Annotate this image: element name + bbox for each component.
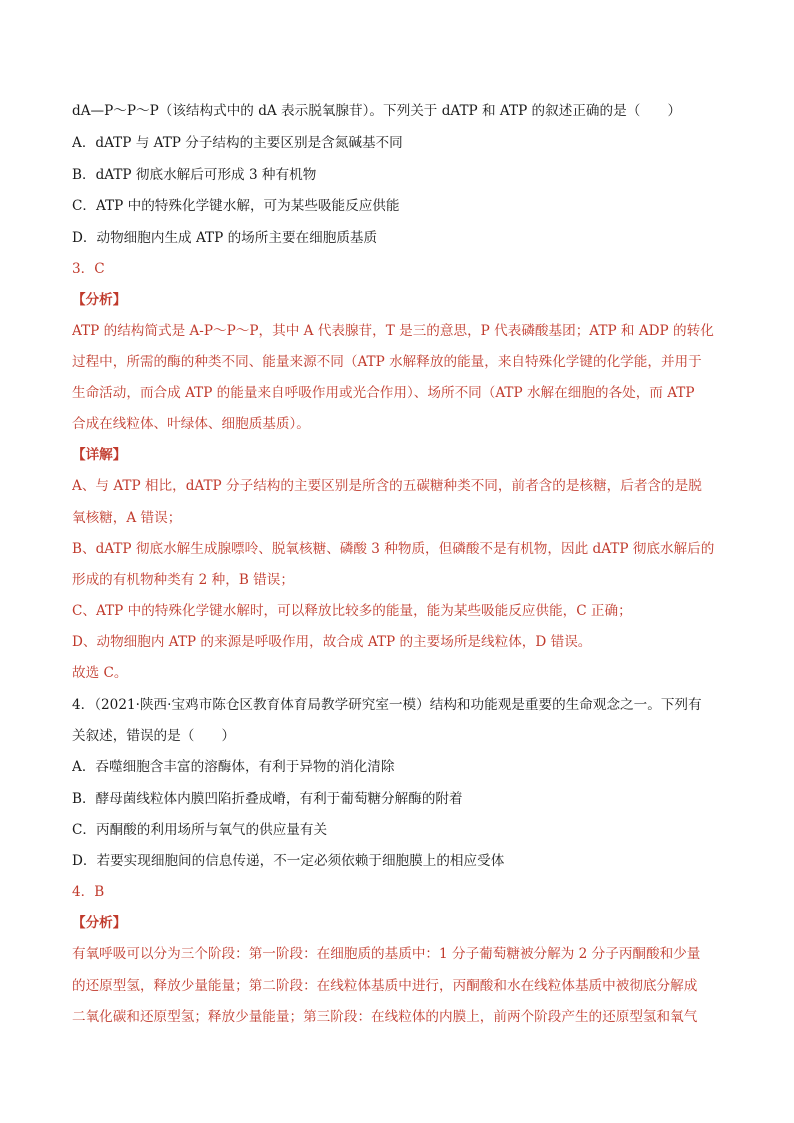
explanation-heading: 【详解】 (72, 447, 127, 463)
analysis-line: 生命活动，而合成 ATP 的能量来自呼吸作用或光合作用）、场所不同（ATP 水解在细胞的各处，而 ATP (72, 385, 695, 401)
analysis-line: 二氧化碳和还原型氢；释放少量能量；第三阶段：在线粒体的内膜上，前两个阶段产生的还原型氢和氧气 (72, 1009, 698, 1025)
option-a: A．吞噬细胞含丰富的溶酶体，有利于异物的消化清除 (72, 759, 395, 775)
explanation-line: C、ATP 中的特殊化学键水解时，可以释放比较多的能量，能为某些吸能反应供能，C 正确； (72, 603, 632, 619)
explanation-line: B、dATP 彻底水解生成腺嘌呤、脱氧核糖、磷酸 3 种物质，但磷酸不是有机物，因此 dATP 彻底水解后的 (72, 541, 715, 557)
question-stem-line: dA—P～P～P（该结构式中的 dA 表示脱氧腺苷）。下列关于 dATP 和 ATP 的叙述正确的是（ ） (72, 103, 682, 119)
analysis-line: 有氧呼吸可以分为三个阶段：第一阶段：在细胞质的基质中：1 分子葡萄糖被分解为 2 分子丙酮酸和少量 (72, 946, 701, 962)
option-c: C．ATP 中的特殊化学键水解，可为某些吸能反应供能 (72, 198, 400, 214)
option-b: B．dATP 彻底水解后可形成 3 种有机物 (72, 167, 317, 183)
explanation-line: D、动物细胞内 ATP 的来源是呼吸作用，故合成 ATP 的主要场所是线粒体，D 错误。 (72, 634, 592, 650)
analysis-line: 过程中，所需的酶的种类不同、能量来源不同（ATP 水解释放的能量，来自特殊化学键的化学能，并用于 (72, 354, 702, 370)
analysis-line: 的还原型氢，释放少量能量；第二阶段：在线粒体基质中进行，丙酮酸和水在线粒体基质中被彻底分解成 (72, 978, 698, 994)
explanation-line: 形成的有机物种类有 2 种，B 错误； (72, 572, 294, 588)
option-c: C．丙酮酸的利用场所与氧气的供应量有关 (72, 822, 328, 838)
answer-label: 3．C (72, 261, 105, 277)
question-stem-line: 4．（2021·陕西·宝鸡市陈仓区教育体育局教学研究室一模）结构和功能观是重要的生命观念之一。下列有 (72, 697, 702, 713)
analysis-heading: 【分析】 (72, 292, 127, 308)
option-d: D．若要实现细胞间的信息传递，不一定必须依赖于细胞膜上的相应受体 (72, 853, 505, 869)
explanation-line: A、与 ATP 相比，dATP 分子结构的主要区别是所含的五碳糖种类不同，前者含的是核糖，后者含的是脱 (72, 478, 702, 494)
explanation-line: 氧核糖，A 错误； (72, 510, 182, 526)
analysis-line: ATP 的结构简式是 A-P～P～P，其中 A 代表腺苷，T 是三的意思，P 代表磷酸基团；ATP 和 ADP 的转化 (72, 323, 714, 339)
question-stem-line: 关叙述，错误的是（ ） (72, 728, 236, 744)
analysis-heading: 【分析】 (72, 915, 127, 931)
answer-label: 4．B (72, 884, 105, 900)
conclusion-line: 故选 C。 (72, 665, 128, 681)
option-a: A．dATP 与 ATP 分子结构的主要区别是含氮碱基不同 (72, 135, 403, 151)
analysis-line: 合成在线粒体、叶绿体、细胞质基质）。 (72, 416, 310, 432)
option-d: D．动物细胞内生成 ATP 的场所主要在细胞质基质 (72, 230, 378, 246)
option-b: B．酵母菌线粒体内膜凹陷折叠成嵴，有利于葡萄糖分解酶的附着 (72, 791, 463, 807)
